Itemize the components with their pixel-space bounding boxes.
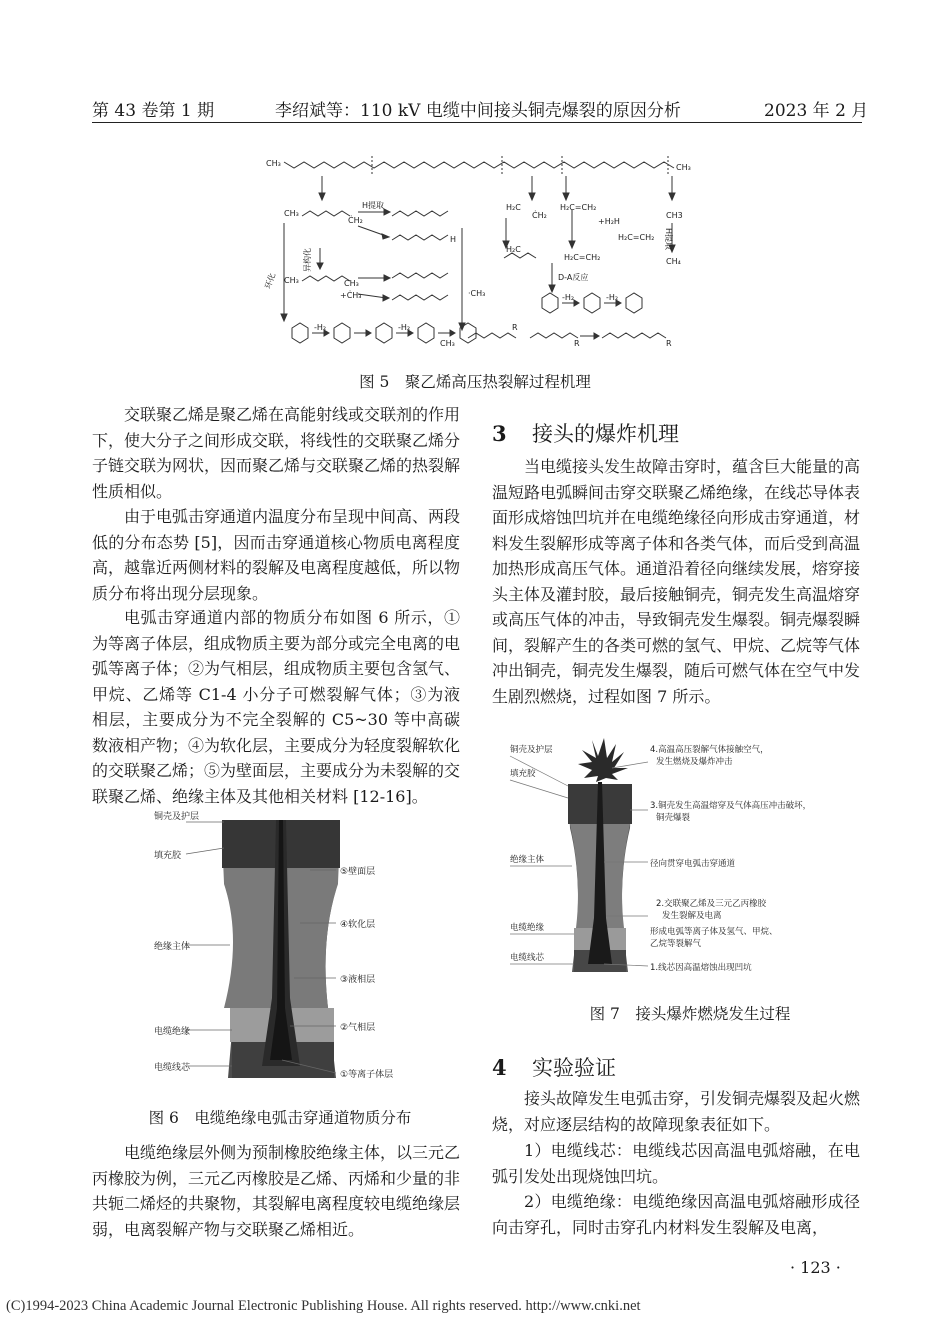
fig5-h-extract: H提取 <box>362 201 385 210</box>
section-3-paragraph: 当电缆接头发生故障击穿时，蕴含巨大能量的高温短路电弧瞬间击穿交联聚乙烯绝缘，在线芯导体表面形成熔蚀凹坑并在电缆绝缘径向形成击穿通道，材料发生裂解形成等离子体和各类气体，而后受到高温加热形成高压气体。通道沿着径向继续发展，熔穿接头主体及灌封胶，最后接触铜壳，铜壳发生高温熔穿或高压气体的冲击，导致铜壳发生爆裂。铜壳爆裂瞬间，裂解产生的各类可燃的氢气、甲烷、乙烷等气体冲出铜壳，铜壳发生爆裂，随后可燃气体在空气中发生剧烈燃烧，过程如图 7 所示。 <box>492 457 861 706</box>
fig6-left-label-1: 铜壳及护层 <box>154 812 200 822</box>
figure-7-caption: 图 7 接头爆炸燃烧发生过程 <box>589 1005 791 1023</box>
copyright-footer: (C)1994-2023 China Academic Journal Electronic Publishing House. All rights reserved. http://www.cnki.net <box>6 1298 641 1314</box>
fig7-right-3: 径向贯穿电弧击穿通道 <box>650 859 736 869</box>
left-paragraph-3: 电弧击穿通道内部的物质分布如图 6 所示，①为等离子体层，组成物质主要为部分或完全电离的电弧等离子体；②为气相层，组成物质主要包含氢气、甲烷、乙烯等 C1-4 小分子可燃裂解气体；③为液相层，主要成分为不完全裂解的 C5~30 等中高碳数液相产物；④为软化层，主要成分为轻度裂解软化的交联聚乙烯；⑤为壁面层，主要成分为未裂解的交联聚乙烯、绝缘主体及其他相关材料 [12-16]。 <box>92 608 461 806</box>
section-3-title: 接头的爆炸机理 <box>532 422 679 446</box>
fig7-right-1a: 4.高温高压裂解气体接触空气， <box>650 745 769 755</box>
fig5-h2c-eq: H₂C=CH₂ <box>618 233 655 242</box>
left-paragraph-2: 由于电弧击穿通道内温度分布呈现中间高、两段低的分布态势 [5]，因而击穿通道核心物质电离程度高，越靠近两侧材料的裂解及电离程度越低，所以物质分布将出现分层现象。 <box>92 507 461 603</box>
figure-6-caption: 图 6 电缆绝缘电弧击穿通道物质分布 <box>148 1109 412 1127</box>
figure-6 <box>150 808 450 1093</box>
fig5-r-a: R <box>512 323 518 332</box>
header-date: 2023 年 2 月 <box>764 101 869 121</box>
figure-6-diagram <box>150 808 450 1093</box>
fig5-ch3-g: CH₃ <box>440 339 455 348</box>
left-paragraph-4: 电缆绝缘层外侧为预制橡胶绝缘主体，以三元乙丙橡胶为例，三元乙丙橡胶是乙烯、丙烯和少量的非共轭二烯烃的共聚物，其裂解电离程度较电缆绝缘层弱，电离裂解产物与交联聚乙烯相近。 <box>92 1143 461 1239</box>
fig5-ch3-c: CH₃ <box>344 279 359 288</box>
page-number: · 123 · <box>790 1258 841 1277</box>
fig5-h2-c: -H₂ <box>562 293 575 302</box>
fig5-h2c-b: H₂C <box>506 245 521 254</box>
figure-5 <box>262 148 692 360</box>
fig5-r-c: R <box>666 339 672 348</box>
figure-5-diagram <box>262 148 692 360</box>
fig6-right-label-2: ④软化层 <box>340 920 376 930</box>
section-4-paragraph-2: 1）电缆线芯：电缆线芯因高温电弧熔融，在电弧引发处出现烧蚀凹坑。 <box>492 1141 860 1186</box>
fig5-h-extract-v: H提取 <box>664 228 673 251</box>
header-title: 李绍斌等：110 kV 电缆中间接头铜壳爆裂的原因分析 <box>275 101 681 121</box>
header-rule <box>92 122 862 123</box>
fig7-right-5a: 形成电弧等离子体及氢气、甲烷、 <box>650 927 778 937</box>
fig6-right-label-1: ⑤壁面层 <box>340 867 376 877</box>
fig5-ch3-b: CH₃ <box>284 276 299 285</box>
fig5-ch3-end: CH₃ <box>676 163 691 172</box>
fig7-left-label-1: 铜壳及护层 <box>510 745 553 755</box>
fig7-right-1b: 发生燃烧及爆炸冲击 <box>656 757 733 767</box>
fig5-ch3-a: CH₃ <box>284 209 299 218</box>
fig6-left-label-2: 填充胶 <box>154 851 182 861</box>
fig6-left-label-3: 绝缘主体 <box>154 942 191 952</box>
section-4-paragraph-3: 2）电缆绝缘：电缆绝缘因高温电弧熔融形成径向击穿孔，同时击穿孔内材料发生裂解及电离， <box>492 1192 860 1237</box>
fig6-right-label-5: ①等离子体层 <box>340 1070 394 1080</box>
fig5-ch3-start: CH₃ <box>266 159 281 168</box>
fig7-right-2b: 铜壳爆裂 <box>656 813 691 823</box>
fig5-h: H <box>450 235 457 244</box>
fig7-right-4b: 发生裂解及电离 <box>662 911 722 921</box>
fig7-left-label-2: 填充胶 <box>510 769 536 779</box>
fig5-h2c-ch2: H₂C=CH₂ <box>560 203 597 212</box>
fig5-plus-h2h: +H₂H <box>598 217 620 226</box>
fig5-ch2dot-a: ĊH₂ <box>348 216 363 225</box>
fig7-right-2a: 3.铜壳发生高温熔穿及气体高压冲击破坏， <box>650 801 812 811</box>
fig6-left-label-5: 电缆线芯 <box>154 1063 191 1073</box>
fig5-r-b: R <box>574 339 580 348</box>
fig5-h2-b: -H₂ <box>398 323 411 332</box>
fig5-h2-d: -H₂ <box>606 293 619 302</box>
section-4-number: 4 <box>492 1055 507 1080</box>
fig7-left-label-5: 电缆线芯 <box>510 953 545 963</box>
fig5-ch4: CH₄ <box>666 257 681 266</box>
fig5-ch3-f: CH3 <box>666 211 683 220</box>
fig5-h2c-a: H₂C <box>506 203 521 212</box>
section-3-heading <box>492 418 679 448</box>
fig6-left-label-4: 电缆绝缘 <box>154 1027 191 1037</box>
fig7-right-4a: 2.交联聚乙烯及三元乙丙橡胶 <box>656 899 767 909</box>
fig5-ch2dot-b: ĊH₂ <box>532 211 547 220</box>
figure-5-caption: 图 5 聚乙烯高压热裂解过程机理 <box>359 373 591 391</box>
fig5-ch3dot: ·CH₃ <box>468 289 486 298</box>
fig5-da: D-A反应 <box>558 273 589 282</box>
section-4-paragraph-1: 接头故障发生电弧击穿，引发铜壳爆裂及起火燃烧，对应逐层结构的故障现象表征如下。 <box>492 1089 861 1134</box>
fig7-right-6: 1.线芯因高温熔蚀出现凹坑 <box>650 963 752 973</box>
fig5-cyclize: 环化 <box>263 271 278 290</box>
section-4-title: 实验验证 <box>532 1056 616 1080</box>
fig6-right-label-4: ②气相层 <box>340 1023 376 1033</box>
fig7-left-label-4: 电缆绝缘 <box>510 923 545 933</box>
left-paragraph-1: 交联聚乙烯是聚乙烯在高能射线或交联剂的作用下，使大分子之间形成交联，将线性的交联聚乙烯分子链交联为网状，因而聚乙烯与交联聚乙烯的热裂解性质相似。 <box>92 405 461 501</box>
figure-7-diagram <box>508 738 860 988</box>
fig7-left-label-3: 绝缘主体 <box>510 855 545 865</box>
figure-7 <box>508 738 860 988</box>
fig5-h2-a: -H₂ <box>314 323 327 332</box>
fig5-h2c-right: H₂C=CH₂ <box>564 253 601 262</box>
section-3-number: 3 <box>492 421 507 446</box>
header-volume: 第 43 卷第 1 期 <box>92 101 215 121</box>
section-4-heading <box>492 1052 616 1082</box>
fig6-right-label-3: ③液相层 <box>340 975 376 985</box>
fig5-isomer: 异构化 <box>303 248 312 272</box>
fig5-plus-ch3: +ĊH₃ <box>340 291 362 300</box>
fig7-right-5b: 乙烷等裂解气 <box>650 939 702 949</box>
